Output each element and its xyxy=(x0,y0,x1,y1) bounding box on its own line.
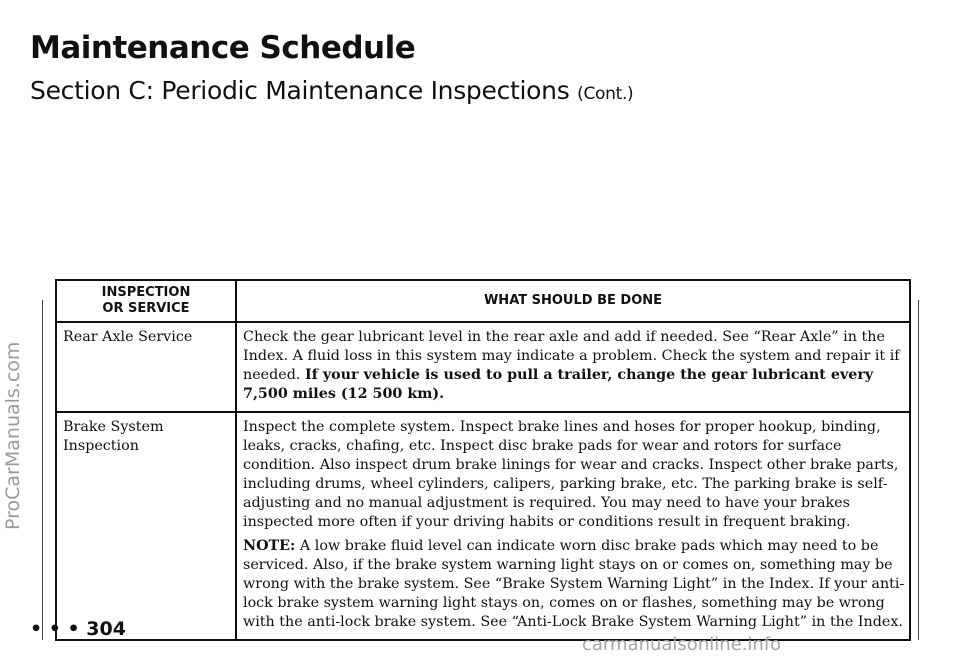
subtitle-cont: (Cont.) xyxy=(577,84,634,104)
rear-axle-trailer-warning: If your vehicle is used to pull a trailer, change the gear lubricant every 7,500 miles (12 500 km). xyxy=(243,367,874,402)
header-item-line2: OR SERVICE xyxy=(102,301,190,316)
page-title: Maintenance Schedule xyxy=(30,30,416,66)
brake-note xyxy=(243,537,905,632)
table-header-row xyxy=(56,280,910,322)
row-action-rear-axle xyxy=(236,322,910,412)
header-what-should-be-done: WHAT SHOULD BE DONE xyxy=(236,280,910,322)
subtitle-main: Section C: Periodic Maintenance Inspections xyxy=(30,76,570,105)
side-watermark-text: ProCarManuals.com xyxy=(2,341,24,530)
row-item-brake-system: Brake System Inspection xyxy=(56,412,236,640)
note-text: A low brake fluid level can indicate worn disc brake pads which may need to be serviced. Also, if the brake system warning light stays on or comes on, something may be wrong with the brake system. See “Brake System Warning Light” in the Index. If your anti-lock brake system warning light stays on, comes on or flashes, something may be wrong with the anti-lock brake system. See “Anti-Lock Brake System Warning Light” in the Index. xyxy=(243,538,905,630)
maintenance-table xyxy=(55,279,911,641)
rear-axle-description xyxy=(243,328,905,404)
page-number-value: 304 xyxy=(86,618,126,640)
row-item-rear-axle: Rear Axle Service xyxy=(56,322,236,412)
row-action-brake-system xyxy=(236,412,910,640)
section-subtitle xyxy=(30,76,633,105)
right-margin-rule xyxy=(918,300,919,640)
page-marks: • • • xyxy=(30,618,80,640)
table-row xyxy=(56,412,910,640)
rear-axle-text: Check the gear lubricant level in the rear axle and add if needed. See “Rear Axle” in the Index. A fluid loss in this system may indicate a problem. Check the system and repair it if needed. xyxy=(243,329,900,383)
left-margin-rule xyxy=(42,300,43,640)
header-item-line1: INSPECTION xyxy=(101,285,191,300)
page-number xyxy=(30,618,126,640)
header-inspection-or-service xyxy=(56,280,236,322)
table-row xyxy=(56,322,910,412)
footer-watermark: carmanualsonline.info xyxy=(582,634,782,655)
note-label: NOTE: xyxy=(243,538,296,554)
brake-inspection-description: Inspect the complete system. Inspect brake lines and hoses for proper hookup, binding, leaks, cracks, chafing, etc. Inspect disc brake pads for wear and rotors for surface condition. Also inspect drum brake linings for wear and cracks. Inspect other brake parts, including drums, wheel cylinders, calipers, parking brake, etc. The parking brake is self-adjusting and no manual adjustment is required. You may need to have your brakes inspected more often if your driving habits or conditions result in frequent braking. xyxy=(243,419,899,530)
